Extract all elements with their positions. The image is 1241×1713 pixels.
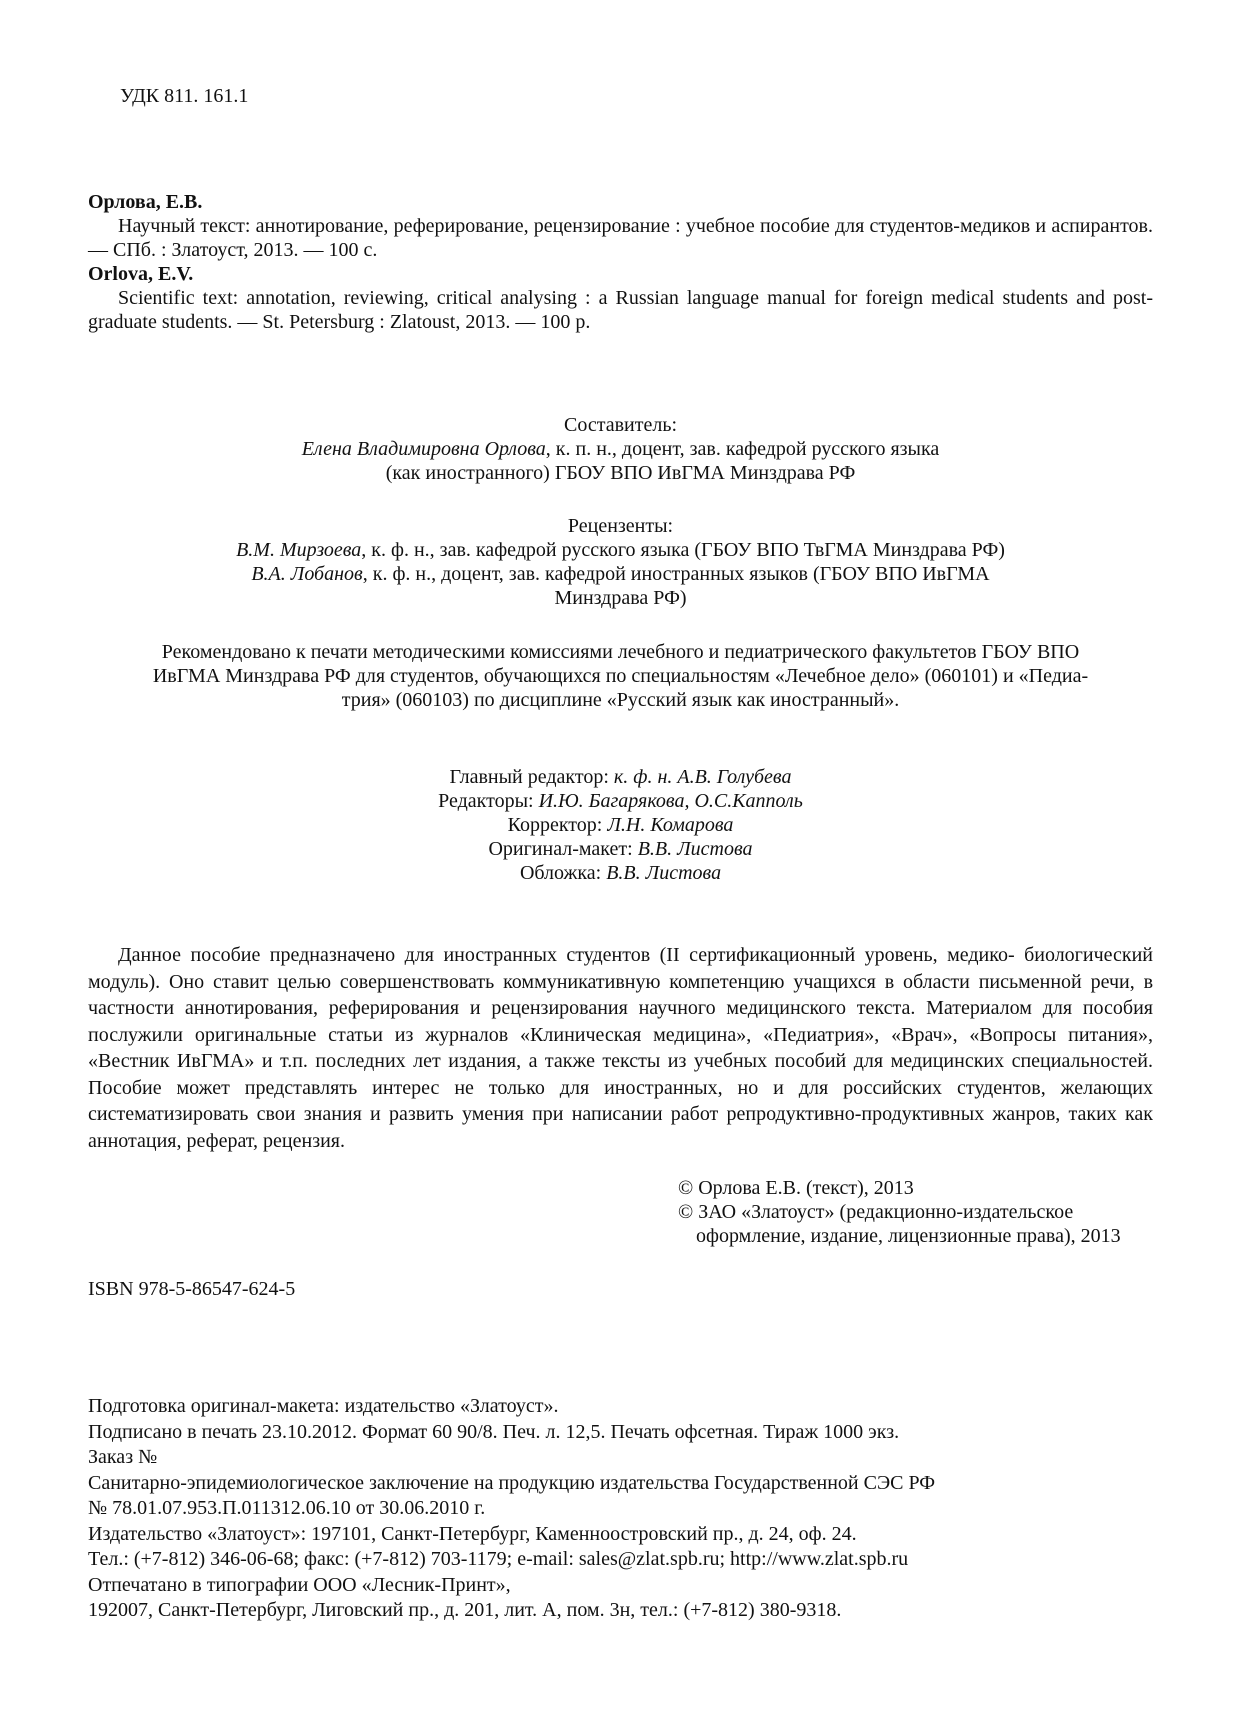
abstract-line6: для медицинских специальностей. Пособие может представлять интерес не только для иностранных, но и [88, 1050, 1154, 1099]
imprint-line4: Санитарно-эпидемиологическое заключение на продукцию издательства Государственной СЭС РФ [88, 1471, 936, 1494]
recommendation [88, 640, 1153, 712]
compiler-line2: (как иностранного) ГБОУ ВПО ИвГМА Минздрава РФ [385, 462, 856, 484]
reviewer-1-credentials: , к. ф. н., зав. кафедрой русского языка (ГБОУ ВПО ТвГМА Минздрава РФ) [361, 539, 1005, 561]
abstract-line7: для российских студентов, желающих систематизировать свои знания и развить умения при написании работ [88, 1076, 1154, 1125]
imprint [88, 1394, 1153, 1624]
imprint-line9: 192007, Санкт-Петербург, Лиговский пр., д. 201, лит. А, пом. 3н, тел.: (+7-812) 380-9318. [88, 1599, 842, 1621]
compiler-section [88, 413, 1153, 485]
imprint-line2: Подписано в печать 23.10.2012. Формат 60 90/8. Печ. л. 12,5. Печать офсетная. Тираж 1000 экз. [88, 1420, 900, 1443]
ru-description [88, 214, 1153, 262]
udk-code: УДК 811. 161.1 [120, 85, 249, 107]
en-description-line1: Scientific text: annotation, reviewing, critical analysing : a Russian language manual for foreign medical students and [118, 287, 1105, 309]
recommendation-line3: трия» (060103) по дисциплине «Русский язык как иностранный». [341, 689, 900, 711]
cover-designer [88, 861, 1153, 885]
abstract-line3: письменной речи, в частности аннотирования, реферирования и рецензирования научного медицинского текста. [88, 970, 1154, 1019]
reviewers-section [88, 514, 1153, 610]
recommendation-line2: ИвГМА Минздрава РФ для студентов, обучающихся по специальностям «Лечебное дело» (060101) и «Педиа- [152, 665, 1089, 687]
copyright-publisher-cont: оформление, издание, лицензионные права), 2013 [696, 1225, 1121, 1247]
en-description [88, 286, 1153, 334]
bibliographic-record [88, 190, 1153, 334]
chief-editor-label: Главный редактор: [449, 766, 614, 788]
isbn: ISBN 978-5-86547-624-5 [88, 1278, 296, 1300]
abstract-paragraph [88, 942, 1153, 1154]
reviewer-2 [88, 562, 1153, 586]
reviewer-2-credentials: , к. ф. н., доцент, зав. кафедрой иностранных языков (ГБОУ ВПО ИвГМА [362, 563, 990, 585]
copyright-notice [678, 1176, 1158, 1248]
abstract-line2: биологический модуль). Оно ставит целью совершенствовать коммуникативную компетенцию учащихся в области [88, 944, 1154, 993]
imprint-line7: Тел.: (+7-812) 346-06-68; факс: (+7-812) 703-1179; e-mail: sales@zlat.spb.ru; http://www.zlat.spb.ru [88, 1548, 909, 1570]
reviewer-1-name: В.М. Мирзоева [236, 539, 362, 561]
chief-editor-name: к. ф. н. А.В. Голубева [613, 766, 792, 788]
copyright-publisher: © ЗАО «Златоуст» (редакционно-издательское [678, 1201, 1074, 1223]
reviewer-1 [88, 538, 1153, 562]
reviewer-2-line2: Минздрава РФ) [554, 587, 687, 609]
compiler-line1 [88, 437, 1153, 461]
compiler-credentials: , к. п. н., доцент, зав. кафедрой русского языка [545, 438, 940, 460]
ru-description-line1: Научный текст: аннотирование, реферирование, рецензирование : учебное пособие для студентов-медиков и [118, 215, 1047, 237]
compiler-name: Елена Владимировна Орлова [301, 438, 546, 460]
cover-label: Обложка: [519, 862, 607, 884]
recommendation-line1: Рекомендовано к печати методическими комиссиями лечебного и педиатрического факультетов ГБОУ ВПО [161, 641, 1080, 663]
imprint-line8: Отпечатано в типографии ООО «Лесник-Принт», [88, 1573, 511, 1596]
corrector [88, 813, 1153, 837]
editors [88, 789, 1153, 813]
layout-name: В.В. Листова [637, 838, 753, 860]
imprint-line6: Издательство «Златоуст»: 197101, Санкт-Петербург, Каменноостровский пр., д. 24, оф. 24. [88, 1522, 857, 1545]
en-description-line2: post-graduate students. — St. Petersburg : Zlatoust, 2013. — 100 p. [88, 287, 1154, 333]
ru-author: Орлова, Е.В. [88, 191, 203, 213]
abstract-line8: репродуктивно-продуктивных жанров, таких как аннотация, реферат, рецензия. [88, 1103, 1154, 1152]
abstract-line4: Материалом для пособия послужили оригинальные статьи из журналов «Клиническая медицина», «Педиатрия», [88, 997, 1154, 1046]
corrector-label: Корректор: [507, 814, 608, 836]
abstract-line5: «Врач», «Вопросы питания», «Вестник ИвГМА» и т.п. последних лет издания, а также тексты из учебных пособий [88, 1023, 1154, 1072]
layout-label: Оригинал-макет: [488, 838, 638, 860]
ru-description-line2: аспирантов. — СПб. : Златоуст, 2013. — 100 с. [88, 215, 1154, 261]
abstract-line1: Данное пособие предназначено для иностранных студентов (II сертификационный уровень, медико- [118, 944, 1015, 966]
editorial-staff [88, 765, 1153, 885]
layout-designer [88, 837, 1153, 861]
editors-label: Редакторы: [438, 790, 539, 812]
imprint-line5: № 78.01.07.953.П.011312.06.10 от 30.06.2010 г. [88, 1497, 486, 1519]
copyright-author: © Орлова Е.В. (текст), 2013 [678, 1177, 914, 1199]
editors-names: И.Ю. Багарякова, О.С.Капполь [538, 790, 803, 812]
abstract [88, 942, 1153, 1154]
reviewers-heading: Рецензенты: [567, 515, 674, 537]
imprint-line3: Заказ № [88, 1446, 158, 1468]
en-author: Orlova, E.V. [88, 263, 194, 285]
cover-name: В.В. Листова [606, 862, 722, 884]
chief-editor [88, 765, 1153, 789]
imprint-line1: Подготовка оригинал-макета: издательство «Златоуст». [88, 1395, 559, 1417]
reviewer-2-name: В.А. Лобанов [251, 563, 363, 585]
compiler-heading: Составитель: [564, 414, 677, 436]
corrector-name: Л.Н. Комарова [607, 814, 734, 836]
